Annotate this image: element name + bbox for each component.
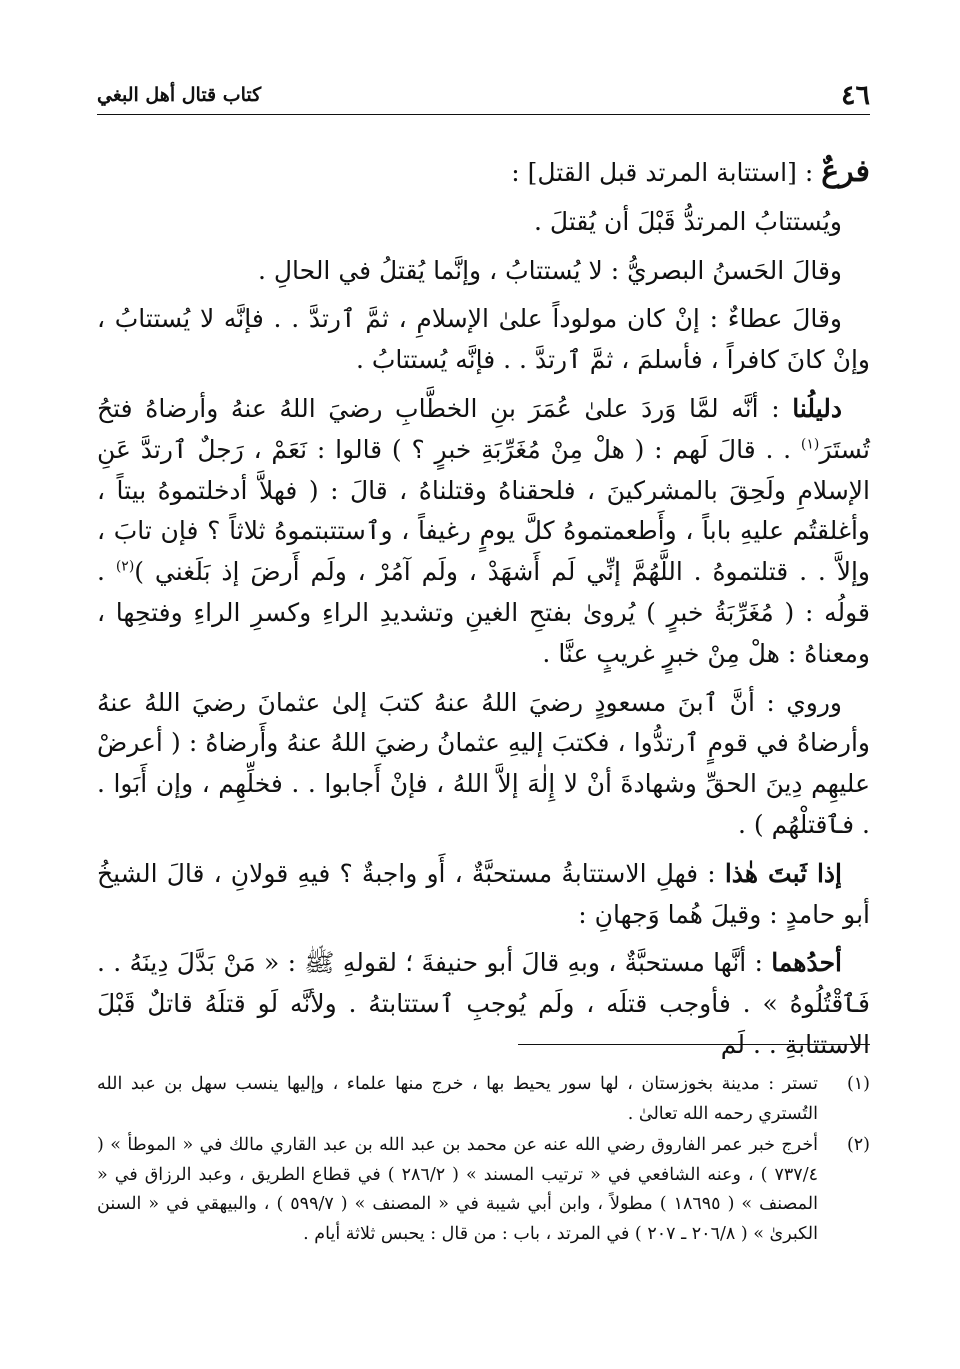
footnote-text: أخرج خبر عمر الفاروق رضي الله عنه عن محمد بن عبد الله بن عبد القاري مالك في « الموطأ » ( ٧٣٧/٤ ) ، وعنه الشافعي في « ترتيب المسند » ( ٢٨٦/٢ ) في قطاع الطريق ، وعبد الرزاق في « المصنف » ( ١٨٦٩٥ ) مطولاً ، وابن أبي شيبة في « المصنف » ( ٥٩٩/٧ ) ، والبيهقي في « السنن الكبرىٰ » ( ٢٠٦/٨ ـ ٢٠٧ ) في المرتد ، باب : من قال : يحبس ثلاثة أيام . [97,1135,818,1244]
conditional-text: : فهلِ الاستتابةُ مستحبَّةٌ ، أَو واجبةٌ ؟ فيهِ قولانِ ، قالَ الشيخُ أبو حامدٍ : وقيلَ هُما وَجهانِ : [97,858,870,929]
evidence-text-c: . قولُه : ( مُغَرِّبَةُ خبرٍ ) يُروىٰ بفتحِ الغينِ وتشديدِ الراءِ وكسرِ الراءِ وفتحِها ، ومعناهُ : هلْ مِنْ خبرٍ غريبٍ عنَّا . [97,557,870,668]
paragraph-subheading [97,152,870,194]
footnote-item [97,1131,870,1249]
far-label: فرعٌ [821,154,870,189]
footnote-divider [518,1044,870,1045]
footnotes [97,1070,870,1251]
paragraph: ويُستتابُ المرتدُّ قَبْلَ أن يُقتلَ . [534,206,842,236]
footnote-item [97,1070,870,1129]
paragraph-first-view [97,943,870,1065]
paragraph-conditional [97,854,870,936]
first-view-label: أحدُهما [771,948,842,978]
footnote-ref-1[interactable]: (١) [800,436,820,453]
evidence-text-b: . . قالَ لَهم : ( هلْ مِنْ مُغَرِّبَةِ خبرٍ ؟ ) قالوا : نَعَمْ ، رَجلٌ ٱرتدَّ عَنِ الإسلامِ ولَحِقَ بالمشركينَ ، فلحقناهُ وقتلناهُ ، قالَ : ( فهلاَّ أدخلتموهُ بيتاً ، وأغلقتُم عليهِ باباً ، وأَطعمتموهُ كلَّ يومٍ رغيفاً ، وٱستتبتموهُ ثلاثاً ؟ فإن تابَ ، وإلاَّ . . قتلتموهُ . اللَّهُمَّ إنِّي لَم أَشهَدْ ، ولَم آمُرْ ، ولَم أَرضَ إذ بَلَغني ) [97,434,870,587]
footnote-ref-2[interactable]: (٢) [115,558,135,575]
evidence-text-a: : أنَّه لمَّا وَردَ علىٰ عُمَرَ بنِ الخطَّابِ رضيَ اللهُ عنهُ وأرضاهُ فتحُ تُستَرَ [97,393,870,464]
footnote-text: تستر : مدينة بخوزستان ، لها سور يحيط بها ، خرج منها علماء ، وإليها ينسب سهل بن عبد الله التُستري رحمه الله تعالىٰ . [97,1074,818,1124]
running-title: كتاب قتال أهل البغي [97,84,262,106]
dalil-label: دليلُنا [792,393,842,423]
paragraph: وروي : أنَّ ٱبنَ مسعودٍ رضيَ اللهُ عنهُ كتبَ إلىٰ عثمانَ رضيَ اللهُ عنهُ وأرضاهُ في قومٍ ٱرتدُّوا ، فكتبَ إليهِ عثمانُ رضيَ اللهُ عنهُ وأَرضاهُ : ( أعرضْ عليهِم دِينَ الحقِّ وشهادةَ أنْ لا إِلٰهَ إلاَّ اللهُ ، فإنْ أَجابوا . . فخلِّهِم ، وإن أَبَوا . . فٱقتلْهُم ) . [97,687,870,839]
page-number: ٤٦ [840,80,870,111]
first-view-text: : أنَّها مستحبَّةٌ ، وبهِ قالَ أبو حنيفةَ ؛ لقولهِ ﷺ : « مَنْ بَدَّلَ دِينَهُ . . فَٱقْتُلُوهُ » . فأوجب قتلَه ، ولَم يُوجبِ ٱستتابتهُ . ولأنَّه لَو قتلَهُ قاتلٌ قَبْلَ الاستتابةِ . . لَم [97,948,870,1059]
condition-label: إذا ثَبتَ هٰذا [724,858,843,888]
footnote-number: (١) [846,1074,870,1094]
main-text [97,152,870,1074]
subheading-text: : [استتابة المرتد قبل القتل] : [511,158,822,187]
paragraph: وقالَ عطاءٌ : إنْ كان مولوداً علىٰ الإسلامِ ، ثمَّ ٱرتدَّ . . فإنَّه لا يُستتابُ ، وإنْ كانَ كافراً ، فأسلمَ ، ثمَّ ٱرتدَّ . . فإنَّه يُستتابُ . [97,304,870,375]
footnote-number: (٢) [846,1135,870,1155]
paragraph-evidence [97,389,870,675]
page-header [97,78,870,115]
paragraph: وقالَ الحَسنُ البصريُّ : لا يُستتابُ ، وإنَّما يُقتلُ في الحالِ . [258,255,842,285]
